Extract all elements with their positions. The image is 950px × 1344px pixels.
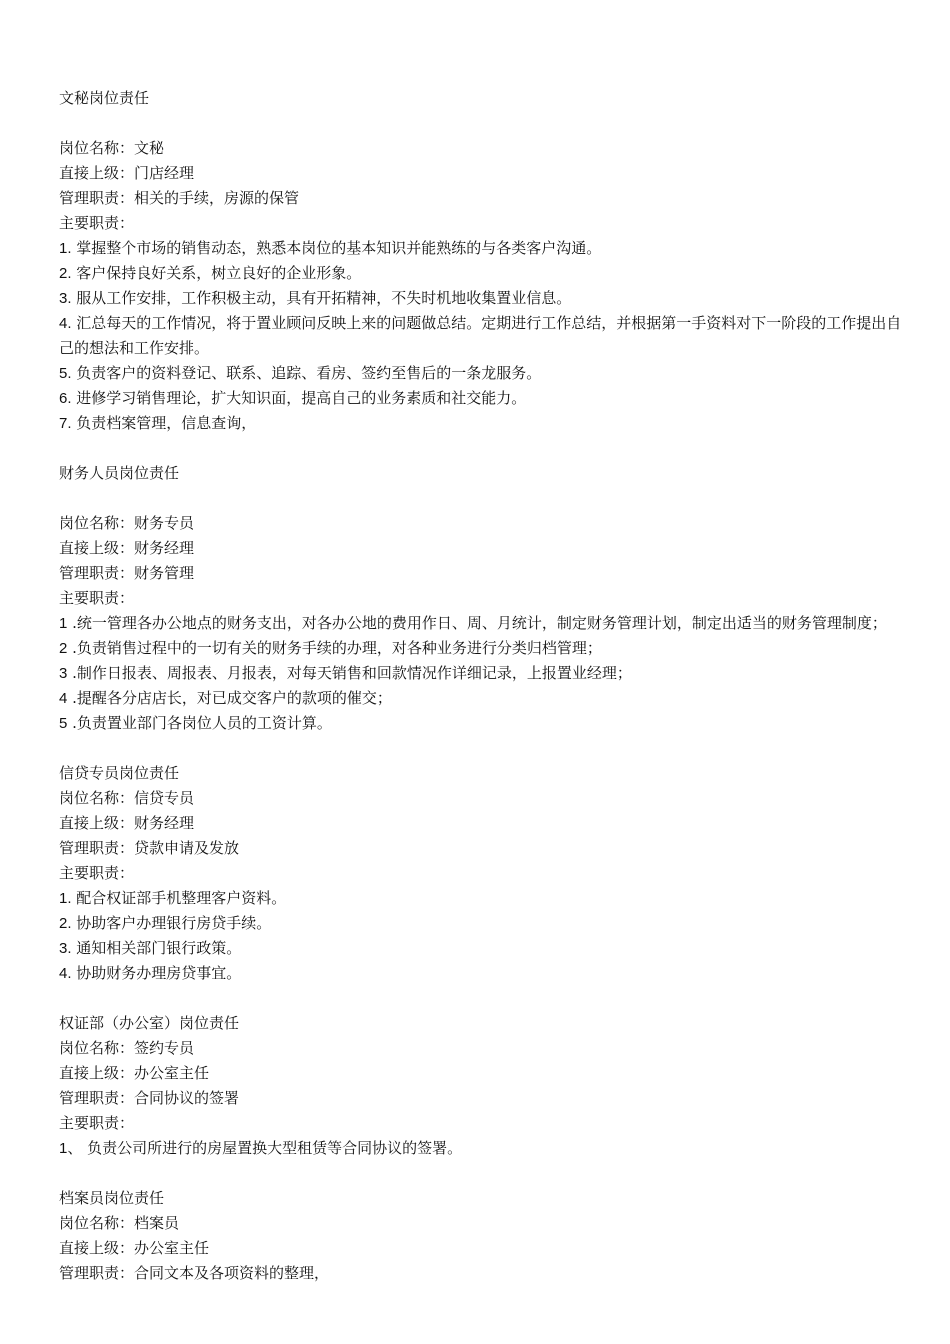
direct-superior: 直接上级：财务经理 <box>59 539 195 557</box>
section-title: 档案员岗位责任 <box>59 1189 165 1207</box>
duty-item: 3. 服从工作安排，工作积极主动，具有开拓精神，不失时机地收集置业信息。 <box>59 289 572 307</box>
direct-superior: 直接上级：办公室主任 <box>59 1064 210 1082</box>
duty-item: 2. 协助客户办理银行房贷手续。 <box>59 914 272 932</box>
position-name: 岗位名称：档案员 <box>59 1214 180 1232</box>
management-duty: 管理职责：合同协议的签署 <box>59 1089 240 1107</box>
duties-label: 主要职责： <box>59 589 135 607</box>
duties-label: 主要职责： <box>59 1114 135 1132</box>
blank-line <box>59 486 909 511</box>
section-title: 财务人员岗位责任 <box>59 464 180 482</box>
position-name: 岗位名称：文秘 <box>59 139 165 157</box>
duty-item: 2. 客户保持良好关系，树立良好的企业形象。 <box>59 264 362 282</box>
duty-item: 4. 汇总每天的工作情况，将于置业顾问反映上来的问题做总结。定期进行工作总结，并根据第一手资料对下一阶段的工作提出自己的想法和工作安排。 <box>59 314 902 357</box>
section-secretary <box>59 86 909 436</box>
section-title: 权证部（办公室）岗位责任 <box>59 1014 240 1032</box>
duty-item: 3 .制作日报表、周报表、月报表，对每天销售和回款情况作详细记录，上报置业经理； <box>59 664 632 682</box>
position-name: 岗位名称：财务专员 <box>59 514 195 532</box>
duty-item: 5 .负责置业部门各岗位人员的工资计算。 <box>59 714 332 732</box>
blank-line <box>59 111 909 136</box>
duty-item: 4 .提醒各分店店长，对已成交客户的款项的催交； <box>59 689 392 707</box>
management-duty: 管理职责：贷款申请及发放 <box>59 839 240 857</box>
management-duty: 管理职责：合同文本及各项资料的整理， <box>59 1264 330 1282</box>
duty-item: 1. 配合权证部手机整理客户资料。 <box>59 889 287 907</box>
blank-line <box>59 1161 909 1186</box>
document-body <box>59 86 909 1286</box>
management-duty: 管理职责：财务管理 <box>59 564 195 582</box>
duties-label: 主要职责： <box>59 214 135 232</box>
section-archivist <box>59 1186 909 1286</box>
direct-superior: 直接上级：办公室主任 <box>59 1239 210 1257</box>
duty-item: 7. 负责档案管理，信息查询， <box>59 414 257 432</box>
section-finance <box>59 461 909 736</box>
position-name: 岗位名称：信贷专员 <box>59 789 195 807</box>
management-duty: 管理职责：相关的手续，房源的保管 <box>59 189 300 207</box>
duty-item: 3. 通知相关部门银行政策。 <box>59 939 242 957</box>
direct-superior: 直接上级：门店经理 <box>59 164 195 182</box>
duty-item: 6. 进修学习销售理论，扩大知识面，提高自己的业务素质和社交能力。 <box>59 389 527 407</box>
position-name: 岗位名称：签约专员 <box>59 1039 195 1057</box>
duty-item: 1 .统一管理各办公地点的财务支出，对各办公地的费用作日、周、月统计，制定财务管理计划，制定出适当的财务管理制度； <box>59 614 887 632</box>
direct-superior: 直接上级：财务经理 <box>59 814 195 832</box>
duty-item: 4. 协助财务办理房贷事宜。 <box>59 964 242 982</box>
duty-item: 1. 掌握整个市场的销售动态，熟悉本岗位的基本知识并能熟练的与各类客户沟通。 <box>59 239 602 257</box>
section-title: 信贷专员岗位责任 <box>59 764 180 782</box>
duty-item: 1、 负责公司所进行的房屋置换大型租赁等合同协议的签署。 <box>59 1139 463 1157</box>
section-title: 文秘岗位责任 <box>59 89 150 107</box>
blank-line <box>59 986 909 1011</box>
duty-item: 2 .负责销售过程中的一切有关的财务手续的办理，对各种业务进行分类归档管理； <box>59 639 602 657</box>
section-credit <box>59 761 909 986</box>
blank-line <box>59 436 909 461</box>
duties-label: 主要职责： <box>59 864 135 882</box>
duty-item: 5. 负责客户的资料登记、联系、追踪、看房、签约至售后的一条龙服务。 <box>59 364 542 382</box>
blank-line <box>59 736 909 761</box>
section-title-deed <box>59 1011 909 1161</box>
